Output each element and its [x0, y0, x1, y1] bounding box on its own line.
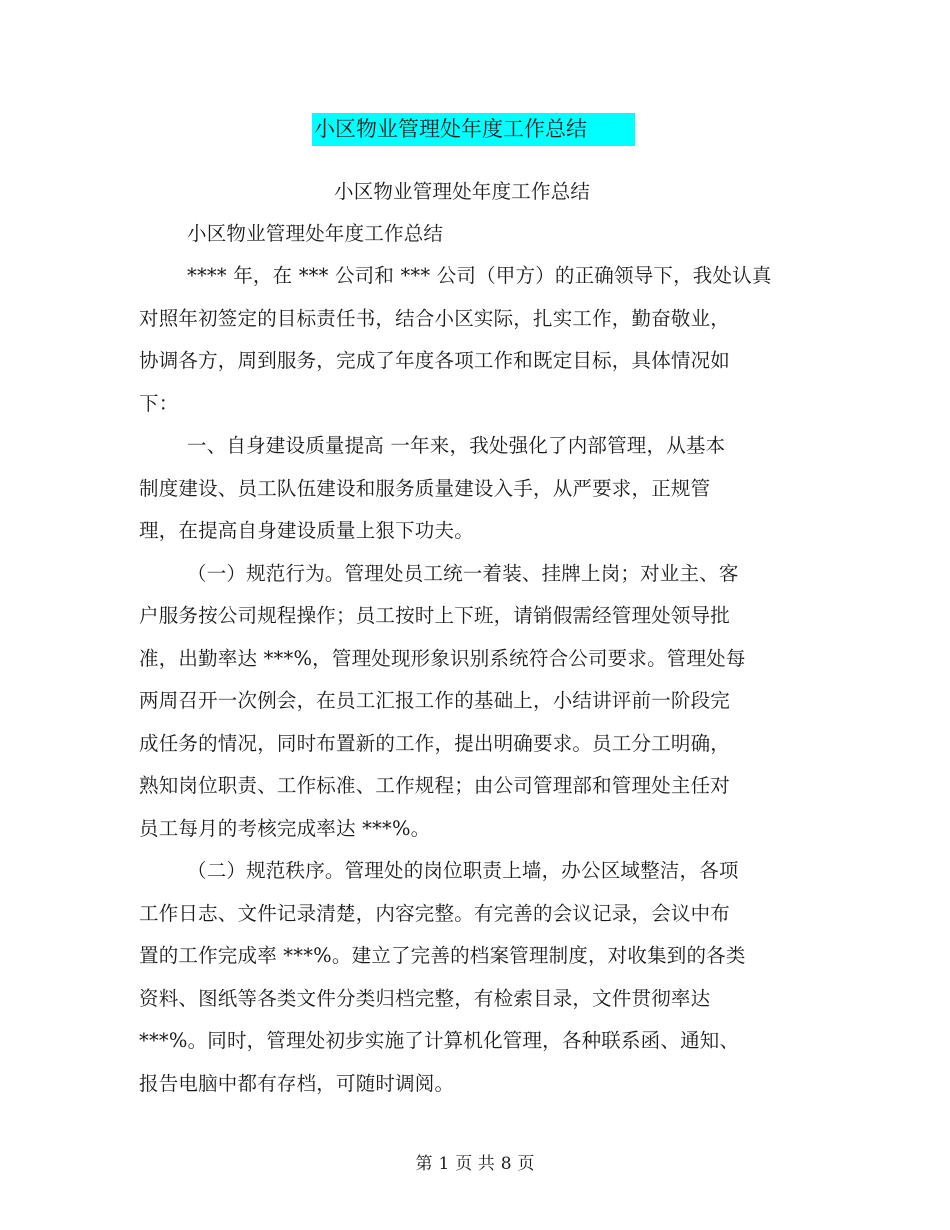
- page-total: 8: [500, 1154, 512, 1174]
- body-line: **** 年，在 *** 公司和 *** 公司（甲方）的正确领导下，我处认真: [187, 264, 772, 287]
- body-line: 制度建设、员工队伍建设和服务质量建设入手，从严要求，正规管: [139, 477, 711, 500]
- body-line: 户服务按公司规程操作；员工按时上下班，请销假需经管理处领导批: [139, 604, 731, 627]
- document-heading: 小区物业管理处年度工作总结: [187, 222, 444, 245]
- body-line: 资料、图纸等各类文件分类归档完整，有检索目录，文件贯彻率达: [139, 987, 711, 1010]
- body-line: 理，在提高自身建设质量上狠下功夫。: [139, 519, 474, 542]
- body-line: 员工每月的考核完成率达 ***%。: [139, 817, 431, 840]
- body-line: （二）规范秩序。管理处的岗位职责上墙，办公区域整洁，各项: [187, 859, 739, 882]
- page-footer: [0, 1152, 950, 1176]
- document-subtitle: 小区物业管理处年度工作总结: [334, 180, 591, 203]
- page-number: 1: [438, 1154, 450, 1174]
- page-mid: 页 共: [455, 1154, 495, 1174]
- body-line: 一、自身建设质量提高 一年来，我处强化了内部管理，从基本: [187, 434, 726, 457]
- body-line: 报告电脑中都有存档，可随时调阅。: [139, 1072, 455, 1095]
- page-suffix: 页: [517, 1154, 535, 1174]
- body-line: （一）规范行为。管理处员工统一着装、挂牌上岗；对业主、客: [187, 562, 739, 585]
- body-line: 成任务的情况，同时布置新的工作，提出明确要求。员工分工明确，: [139, 732, 731, 755]
- body-line: 协调各方，周到服务，完成了年度各项工作和既定目标，具体情况如: [139, 349, 731, 372]
- body-line: ***%。同时，管理处初步实施了计算机化管理，各种联系函、通知、: [139, 1029, 740, 1052]
- body-line: 两周召开一次例会，在员工汇报工作的基础上，小结讲评前一阶段完: [139, 689, 731, 712]
- body-line: 熟知岗位职责、工作标准、工作规程；由公司管理部和管理处主任对: [139, 774, 731, 797]
- body-line: 下：: [139, 392, 179, 415]
- highlighted-title: 小区物业管理处年度工作总结: [312, 113, 635, 146]
- body-line: 准，出勤率达 ***%，管理处现形象识别系统符合公司要求。管理处每: [139, 647, 746, 670]
- page-prefix: 第: [415, 1154, 433, 1174]
- body-line: 置的工作完成率 ***%。建立了完善的档案管理制度，对收集到的各类: [139, 944, 746, 967]
- body-line: 对照年初签定的目标责任书，结合小区实际，扎实工作，勤奋敬业，: [139, 307, 731, 330]
- body-line: 工作日志、文件记录清楚，内容完整。有完善的会议记录，会议中布: [139, 902, 731, 925]
